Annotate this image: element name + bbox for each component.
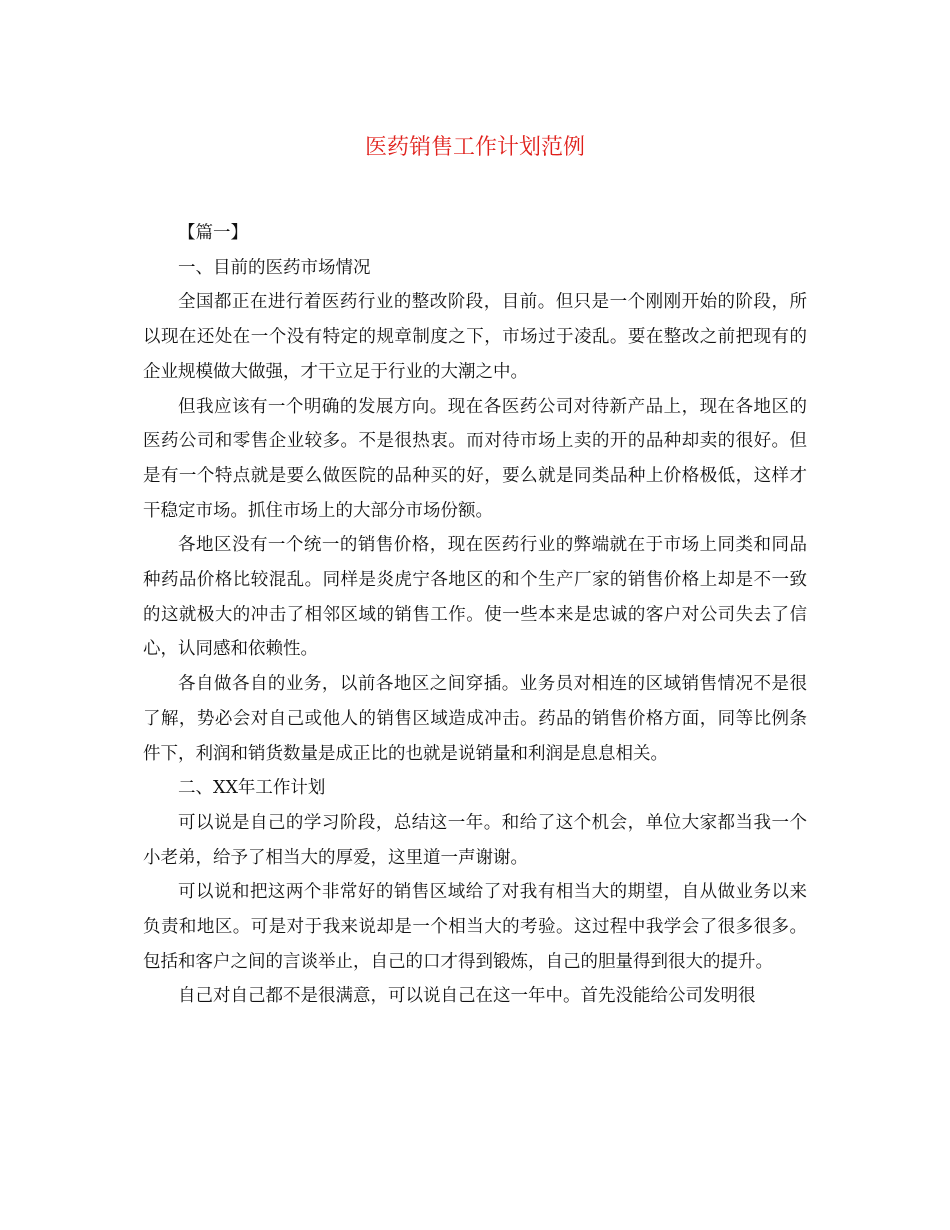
paragraph: 各地区没有一个统一的销售价格，现在医药行业的弊端就在于市场上同类和同品种药品价格比较混乱。同样是炎虎宁各地区的和个生产厂家的销售价格上却是不一致的这就极大的冲击了相邻区域的销售工作。使一些本来是忠诚的客户对公司失去了信心，认同感和依赖性。 [143, 535, 807, 660]
paragraph: 自己对自己都不是很满意，可以说自己在这一年中。首先没能给公司发明很 [178, 986, 756, 1007]
document-title: 医药销售工作计划范例 [364, 135, 585, 160]
paragraph: 但我应该有一个明确的发展方向。现在各医药公司对待新产品上，现在各地区的医药公司和零售企业较多。不是很热衷。而对待市场上卖的开的品种却卖的很好。但是有一个特点就是要么做医院的品种买的好，要么就是同类品种上价格极低，这样才干稳定市场。抓住市场上的大部分市场份额。 [143, 396, 807, 521]
paragraph: 全国都正在进行着医药行业的整改阶段，目前。但只是一个刚刚开始的阶段，所以现在还处在一个没有特定的规章制度之下，市场过于凌乱。要在整改之前把现有的企业规模做大做强，才干立足于行业的大潮之中。 [143, 292, 807, 382]
paragraph: 可以说和把这两个非常好的销售区域给了对我有相当大的期望，自从做业务以来负责和地区。可是对于我来说却是一个相当大的考验。这过程中我学会了很多很多。包括和客户之间的言谈举止，自己的口才得到锻炼，自己的胆量得到很大的提升。 [143, 882, 807, 972]
paragraph: 各自做各自的业务，以前各地区之间穿插。业务员对相连的区域销售情况不是很了解，势必会对自己或他人的销售区域造成冲击。药品的销售价格方面，同等比例条件下，利润和销货数量是成正比的也就是说销量和利润是息息相关。 [143, 674, 807, 764]
section-marker: 【篇一】 [178, 223, 248, 243]
section-heading-2: 二、XX年工作计划 [178, 778, 326, 799]
section-heading-1: 一、目前的医药市场情况 [178, 257, 371, 278]
paragraph: 可以说是自己的学习阶段，总结这一年。和给了这个机会，单位大家都当我一个小老弟，给予了相当大的厚爱，这里道一声谢谢。 [143, 812, 807, 868]
document-body [143, 216, 807, 1014]
